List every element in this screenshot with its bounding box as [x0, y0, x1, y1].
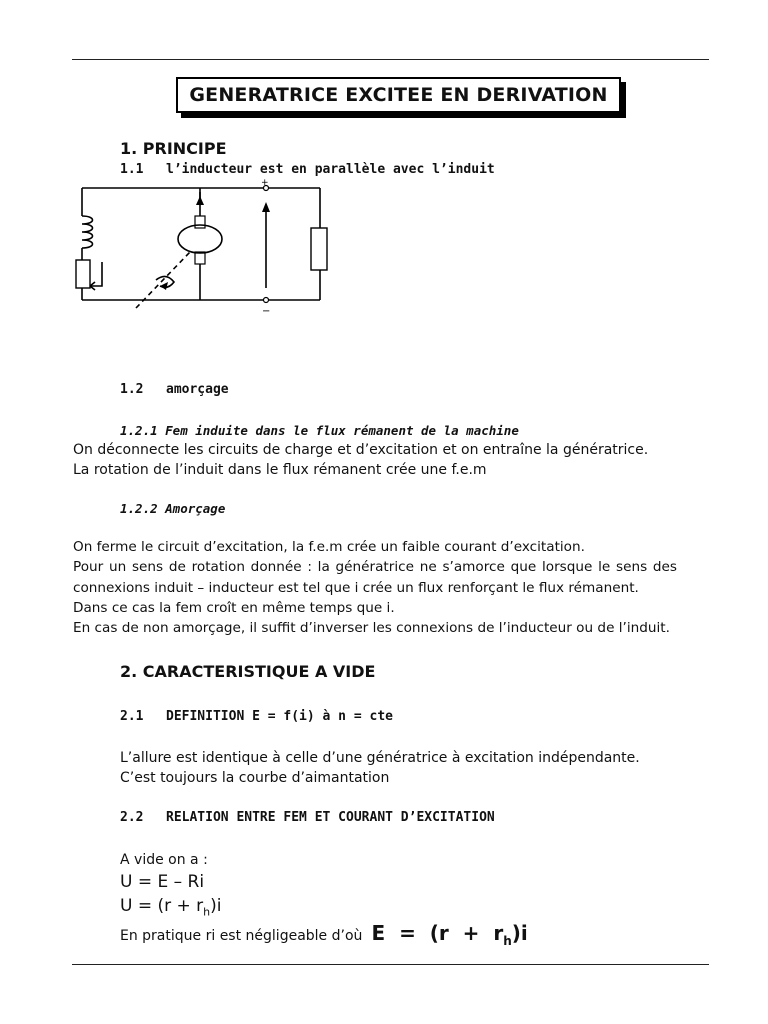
paragraph-remanent-line-2: La rotation de l’induit dans le flux rémanent crée une f.e.m [73, 462, 487, 478]
paragraph-amorcage [73, 537, 677, 638]
subsection-2-1 [120, 709, 393, 724]
subsection-1-2-1: 1.2.1 Fem induite dans le flux rémanent de la machine [120, 423, 519, 438]
subsection-number: 2.1 [120, 709, 144, 724]
subsection-2-2 [120, 810, 495, 825]
equation-part: )i [210, 896, 222, 916]
subsection-number: 1.2 [120, 382, 144, 397]
equation-u-r-rh [120, 896, 222, 918]
paragraph-remanent-line-1: On déconnecte les circuits de charge et d’excitation et on entraîne la génératrice. [73, 442, 649, 458]
paragraph-line: On ferme le circuit d’excitation, la f.e.m crée un faible courant d’excitation. [73, 539, 585, 555]
top-rule [72, 59, 709, 60]
paragraph-line: Pour un sens de rotation donnée : la génératrice ne s’amorce que lorsque le sens des connexions induit – inducteur est tel que i crée un flux renforçant le flux rémanent. [73, 559, 677, 596]
equation-u-e-ri: U = E – Ri [120, 872, 205, 892]
equation-part: )i [511, 921, 528, 945]
text-en-pratique: En pratique ri est négligeable d’où [120, 928, 363, 944]
subsection-title: RELATION ENTRE FEM ET COURANT D’EXCITATION [166, 810, 495, 825]
equation-e-r-rh [371, 921, 528, 948]
subsection-title: l’inducteur est en parallèle avec l’induit [166, 162, 495, 177]
paragraph-allure-line-2: C’est toujours la courbe d’aimantation [120, 770, 390, 786]
section-heading-caracteristique: 2. CARACTERISTIQUE A VIDE [120, 662, 376, 681]
subsection-title: amorçage [166, 382, 229, 397]
subsection-1-2 [120, 382, 229, 397]
subsection-number: 1.1 [120, 162, 144, 177]
document-title-box [176, 77, 621, 113]
paragraph-line: En cas de non amorçage, il suffit d’inverser les connexions de l’inducteur ou de l’induit. [73, 620, 670, 637]
subsection-title: DEFINITION E = f(i) à n = cte [166, 709, 393, 724]
minus-terminal-label: − [262, 306, 271, 316]
text-a-vide: A vide on a : [120, 852, 208, 868]
subsection-1-1 [120, 162, 495, 177]
subsection-1-2-2: 1.2.2 Amorçage [120, 501, 226, 516]
equation-subscript: h [203, 905, 211, 919]
document-title: GENERATRICE EXCITEE EN DERIVATION [189, 84, 608, 106]
bottom-rule [72, 964, 709, 965]
paragraph-line: Dans ce cas la fem croît en même temps que i. [73, 599, 395, 616]
plus-terminal-label: + [261, 178, 269, 188]
subsection-number: 2.2 [120, 810, 144, 825]
final-relation-line [120, 921, 528, 948]
paragraph-allure-line-1: L’allure est identique à celle d’une génératrice à excitation indépendante. [120, 750, 640, 766]
circuit-diagram [68, 176, 328, 316]
section-heading-principe: 1. PRINCIPE [120, 139, 227, 158]
equation-part: U = (r + r [120, 896, 204, 916]
equation-subscript: h [503, 934, 512, 948]
equation-part: E = (r + r [371, 921, 504, 945]
